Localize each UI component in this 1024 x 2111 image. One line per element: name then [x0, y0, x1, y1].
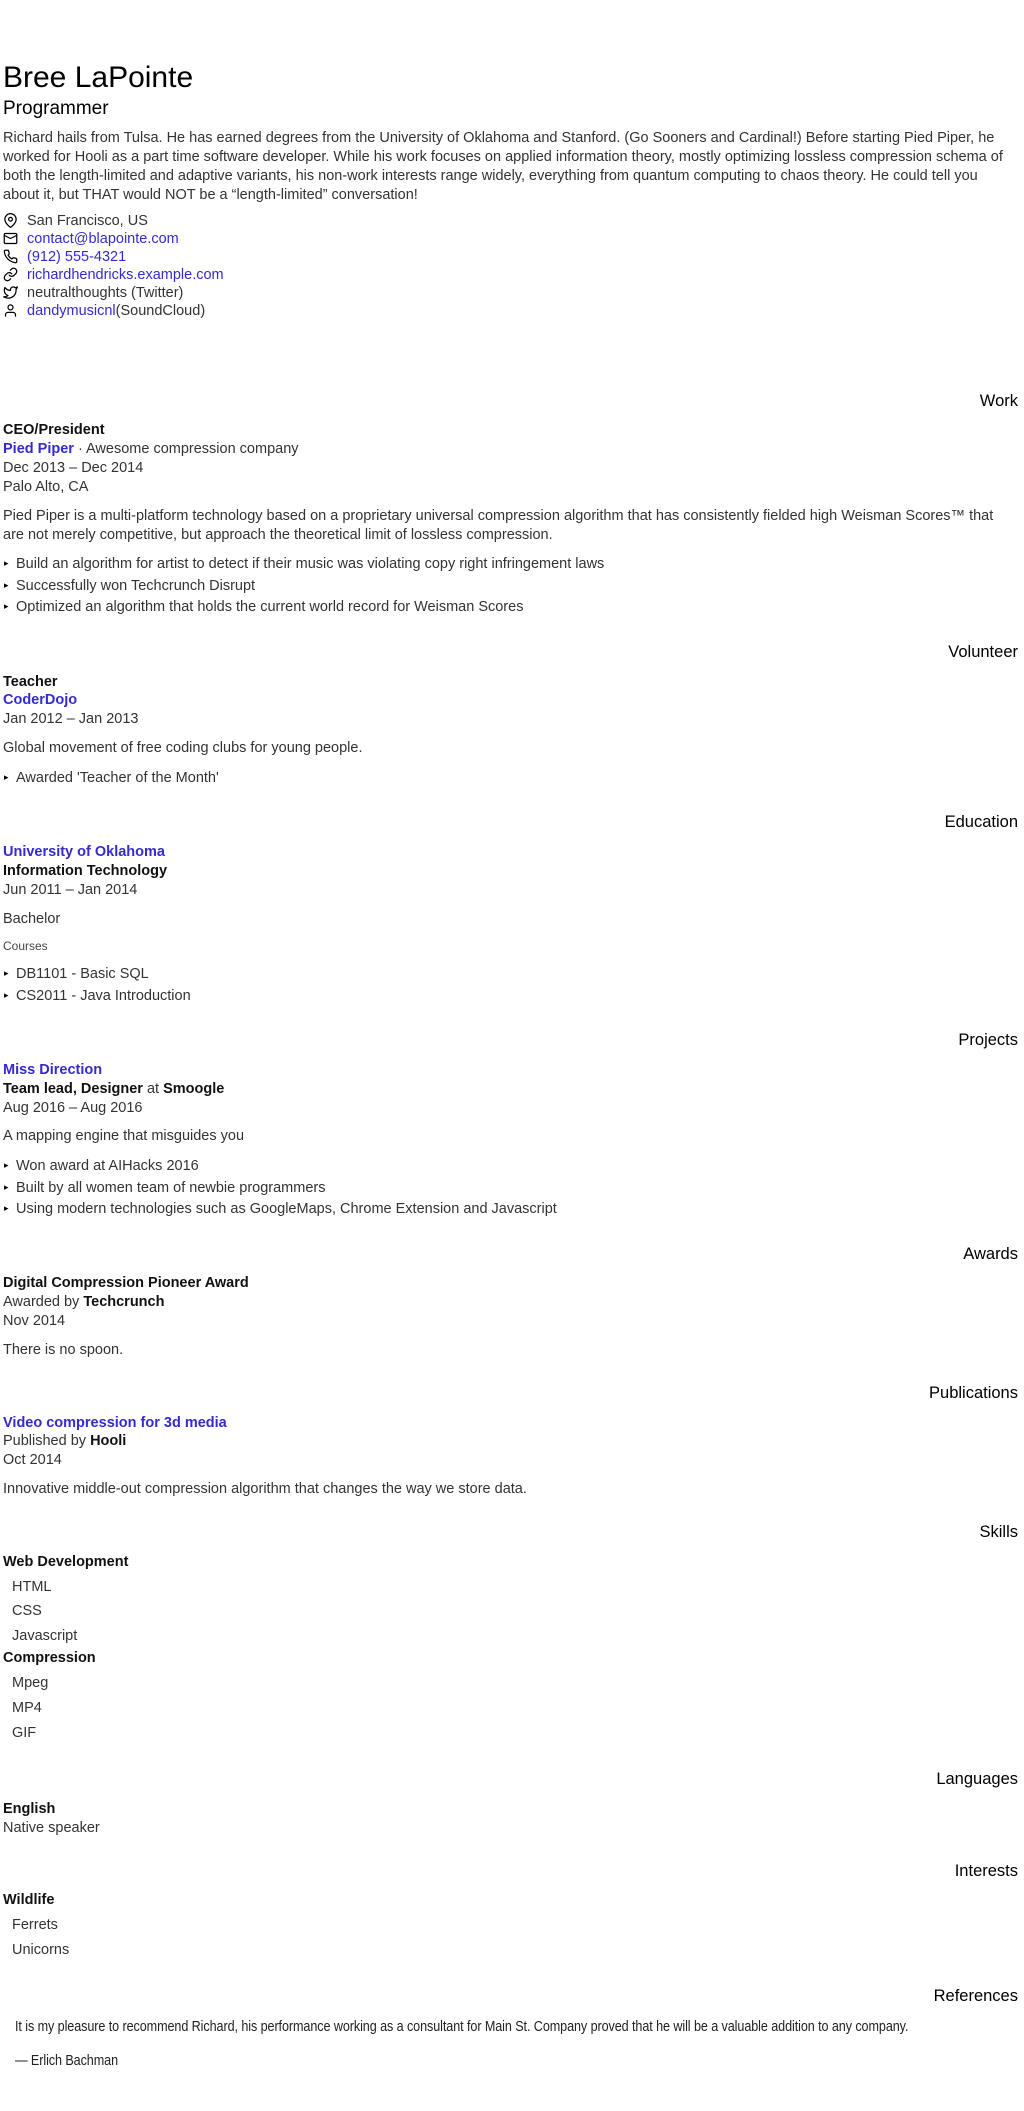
entry-line	[3, 459, 1018, 478]
entry	[3, 421, 1018, 618]
mail-icon	[3, 231, 18, 246]
entry-line	[3, 440, 1018, 459]
bullet-item: ▸ DB1101 - Basic SQL	[3, 964, 1018, 985]
text: Oct 2014	[3, 1452, 62, 1469]
bullet-item: ▸ Using modern technologies such as GoogleMaps, Chrome Extension and Javascript	[3, 1199, 1018, 1220]
text: neutralthoughts (Twitter)	[27, 284, 184, 301]
entry-line	[3, 1819, 1018, 1838]
contact-item	[3, 284, 1018, 302]
phone-icon	[3, 249, 18, 264]
entry-line	[3, 843, 1018, 862]
entry-line	[3, 1099, 1018, 1118]
keyword-list	[3, 1913, 1018, 1963]
entry-line	[3, 1274, 1018, 1293]
person-role: Programmer	[3, 98, 109, 120]
entry	[3, 1649, 1018, 1746]
section-volunteer	[3, 643, 1018, 790]
link[interactable]: richardhendricks.example.com	[27, 266, 224, 283]
text: Jun 2011 – Jan 2014	[3, 881, 138, 898]
link[interactable]: contact@blapointe.com	[27, 230, 179, 247]
text: Hooli	[90, 1433, 127, 1450]
entry	[3, 1800, 1018, 1838]
keyword-item: HTML	[12, 1578, 52, 1595]
keyword-item: Mpeg	[12, 1675, 49, 1692]
text: Nov 2014	[3, 1313, 66, 1330]
section-skills	[3, 1523, 1018, 1746]
bullet-item: ▸ Optimized an algorithm that holds the current world record for Weisman Scores	[3, 597, 1018, 618]
entry-line	[3, 1553, 1018, 1572]
section-heading: Languages	[936, 1770, 1018, 1789]
section-heading: Interests	[954, 1861, 1018, 1880]
entry	[3, 1553, 1018, 1650]
entry-line	[3, 1414, 1018, 1433]
link[interactable]: Miss Direction	[3, 1061, 103, 1078]
bullet-item: ▸ Build an algorithm for artist to detect if their music was violating copy right infringement laws	[3, 554, 1018, 575]
entry-description: There is no spoon.	[3, 1341, 124, 1358]
entry-line	[3, 421, 1018, 440]
entry	[3, 843, 1018, 1007]
text: Teacher	[3, 673, 58, 690]
text: Digital Compression Pioneer Award	[3, 1275, 249, 1292]
text: San Francisco, US	[27, 212, 148, 229]
contact-item	[3, 266, 1018, 284]
highlight-list	[3, 554, 1018, 618]
entry-line	[3, 862, 1018, 881]
reference-attribution-text: — Erlich Bachman	[15, 2051, 119, 2069]
keyword-item: Unicorns	[12, 1942, 70, 1959]
bullet-item: ▸ Awarded 'Teacher of the Month'	[3, 768, 1018, 789]
entry	[3, 673, 1018, 790]
reference-quote	[15, 2017, 1018, 2037]
text: ·	[73, 441, 87, 458]
entry-line	[3, 478, 1018, 497]
keyword-item: Ferrets	[12, 1917, 58, 1934]
text: Awesome compression company	[86, 441, 299, 458]
text: Team lead, Designer	[3, 1080, 143, 1097]
text: Palo Alto, CA	[3, 478, 89, 495]
link[interactable]: University of Oklahoma	[3, 844, 165, 861]
resume-sections	[3, 392, 1018, 2071]
section-references	[3, 1987, 1018, 2070]
contact-item	[3, 230, 1018, 248]
entry-description: Bachelor	[3, 910, 61, 927]
text: Dec 2013 – Dec 2014	[3, 460, 144, 476]
entry	[3, 1414, 1018, 1499]
bullet-item: ▸ Successfully won Techcrunch Disrupt	[3, 576, 1018, 597]
text: Wildlife	[3, 1892, 55, 1909]
section-awards	[3, 1245, 1018, 1360]
contact-list	[3, 212, 1018, 320]
section-languages	[3, 1770, 1018, 1837]
text: Techcrunch	[83, 1294, 165, 1311]
map-pin-icon	[3, 213, 18, 228]
person-name: Bree LaPointe	[3, 61, 194, 94]
section-heading: Volunteer	[948, 642, 1018, 661]
text: Published by	[3, 1433, 91, 1450]
bullet-item: ▸ Won award at AIHacks 2016	[3, 1156, 1018, 1177]
entry-line	[3, 1891, 1018, 1910]
text: Compression	[3, 1650, 96, 1667]
entry-line	[3, 1061, 1018, 1080]
entry-line	[3, 1451, 1018, 1470]
link[interactable]: dandymusicnl	[27, 302, 116, 319]
keyword-item: MP4	[12, 1700, 42, 1717]
reference-quote-text: It is my pleasure to recommend Richard, his performance working as a consultant for Main St. Company proved that he will be a valuable addition to any company.	[15, 2017, 909, 2035]
text: CEO/President	[3, 422, 105, 439]
entry	[3, 1061, 1018, 1221]
entry	[3, 2017, 1018, 2071]
entry-line	[3, 1649, 1018, 1668]
section-interests	[3, 1862, 1018, 1964]
highlight-list	[3, 964, 1018, 1007]
bullet-item: ▸ Built by all women team of newbie programmers	[3, 1178, 1018, 1199]
contact-item	[3, 302, 1018, 320]
entry-line	[3, 691, 1018, 710]
section-projects	[3, 1031, 1018, 1221]
entry	[3, 1274, 1018, 1359]
entry-description: A mapping engine that misguides you	[3, 1128, 245, 1145]
text: Native speaker	[3, 1819, 100, 1836]
entry	[3, 1891, 1018, 1963]
contact-item	[3, 212, 1018, 230]
highlight-list	[3, 1156, 1018, 1220]
keyword-item: CSS	[12, 1603, 42, 1620]
keyword-item: GIF	[12, 1725, 37, 1742]
section-heading: Publications	[929, 1383, 1018, 1402]
bullet-item: ▸ CS2011 - Java Introduction	[3, 986, 1018, 1007]
entry-line	[3, 1080, 1018, 1099]
user-icon	[3, 303, 18, 318]
text: Information Technology	[3, 863, 168, 879]
section-publications	[3, 1384, 1018, 1499]
text: English	[3, 1800, 56, 1817]
entry-line	[3, 710, 1018, 729]
keyword-item: Javascript	[12, 1628, 78, 1645]
twitter-icon	[3, 285, 18, 300]
text: Jan 2012 – Jan 2013	[3, 711, 139, 728]
keyword-list	[3, 1671, 1018, 1746]
keyword-list	[3, 1575, 1018, 1650]
link[interactable]: (912) 555-4321	[27, 248, 127, 265]
link-icon	[3, 267, 18, 282]
link[interactable]: Pied Piper	[3, 441, 74, 458]
text: Awarded by	[3, 1294, 84, 1311]
text: (SoundCloud)	[115, 302, 206, 319]
entry-description: Global movement of free coding clubs for young people.	[3, 740, 363, 757]
entry-line	[3, 1800, 1018, 1819]
text: at	[142, 1080, 164, 1097]
entry-line	[3, 1293, 1018, 1312]
section-work	[3, 392, 1018, 619]
contact-item	[3, 248, 1018, 266]
entry-line	[3, 673, 1018, 692]
text: Aug 2016 – Aug 2016	[3, 1099, 143, 1116]
link[interactable]: Video compression for 3d media	[3, 1414, 227, 1431]
entry-line	[3, 1432, 1018, 1451]
entry-sublabel: Courses	[3, 938, 48, 953]
entry-line	[3, 881, 1018, 900]
section-education	[3, 813, 1018, 1007]
text: Smoogle	[163, 1080, 225, 1097]
link[interactable]: CoderDojo	[3, 692, 78, 709]
section-heading: Work	[979, 391, 1018, 410]
reference-attribution	[15, 2051, 1018, 2071]
summary-text: Richard hails from Tulsa. He has earned degrees from the University of Oklahoma and Stanford. (Go Sooners and Cardinal!) Before starting Pied Piper, he worked for Hooli as a part time software developer. While his work focuses on applied information theory, mostly optimizing lossless compression schema of both the length-limited and adaptive variants, his non-work interests range widely, everything from quantum computing to chaos theory. He could tell you about it, but THAT would NOT be a “length-limited” conversation!	[3, 130, 1003, 203]
section-heading: Education	[944, 813, 1018, 832]
section-heading: Skills	[979, 1522, 1018, 1541]
section-heading: Projects	[958, 1031, 1018, 1050]
highlight-list	[3, 768, 1018, 789]
entry-line	[3, 1312, 1018, 1331]
resume-header	[3, 62, 1018, 320]
section-heading: References	[933, 1987, 1018, 2006]
section-heading: Awards	[963, 1244, 1018, 1263]
entry-description: Innovative middle-out compression algorithm that changes the way we store data.	[3, 1481, 527, 1498]
text: Web Development	[3, 1553, 129, 1570]
entry-description: Pied Piper is a multi-platform technology based on a proprietary universal compression algorithm that has consistently fielded high Weisman Scores™ that are not merely competitive, but approach the theoretical limit of lossless compression.	[3, 507, 994, 543]
